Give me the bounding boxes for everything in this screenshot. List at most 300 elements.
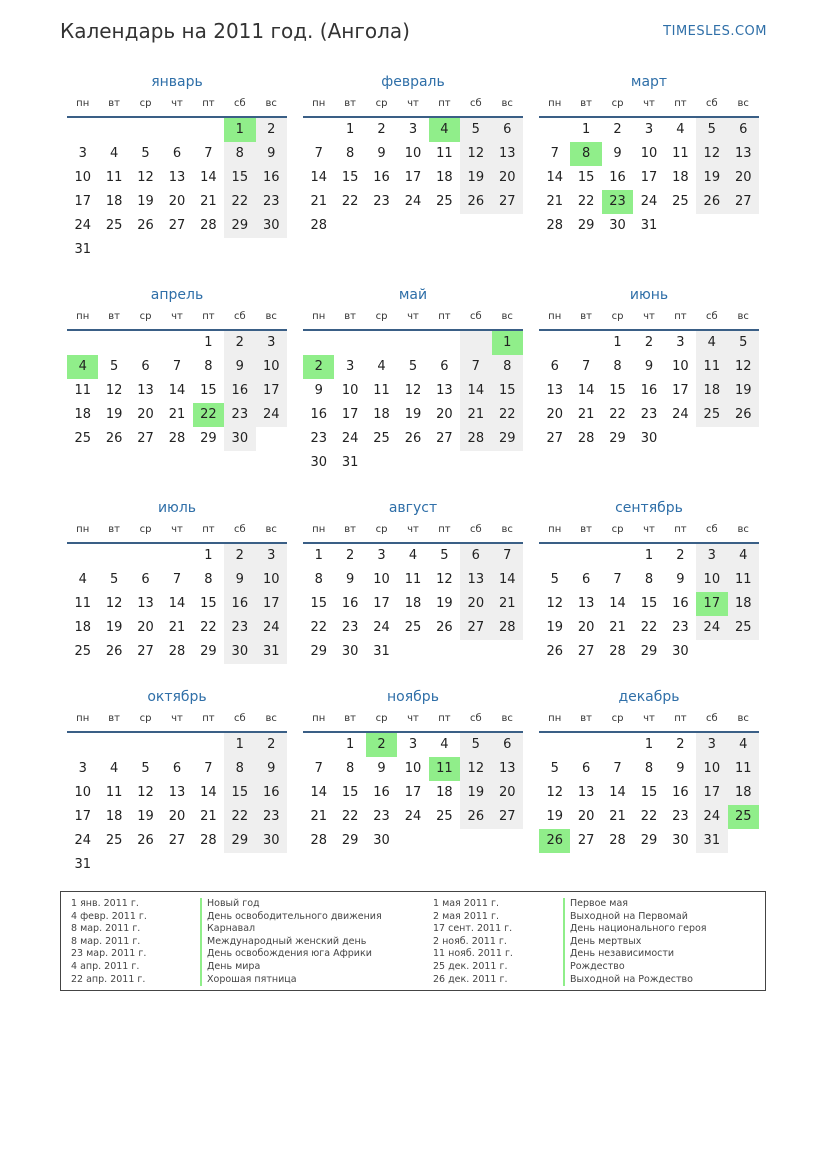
day-cell: 15 [200,383,217,398]
day-cell: 22 [640,620,658,635]
month-block [303,683,523,853]
day-cell: 13 [577,596,595,611]
day-cell: 20 [577,620,595,635]
day-cell: 18 [404,596,422,611]
day-cell: 23 [310,431,327,446]
empty-cell [602,544,633,568]
weekday-label: пт [674,311,687,322]
day-cell: 6 [440,359,449,374]
legend-holiday-name: Первое мая [563,898,707,911]
weekday-label: вт [344,713,356,724]
day-cell: 25 [74,431,91,446]
legend-holiday-name: День независимости [563,948,707,961]
legend-holiday-name: День освободительного движения [200,911,382,924]
day-cell: 30 [609,218,626,233]
day-cell: 8 [613,359,622,374]
day-cell: 24 [640,194,658,209]
day-cell: 8 [644,761,654,776]
day-cell: 24 [696,805,727,829]
day-cell: 1 [644,548,654,563]
day-cell: 17 [640,170,658,185]
weekday-label: сб [469,311,482,322]
empty-cell [67,733,98,757]
day-cell: 18 [728,592,759,616]
empty-cell [130,733,161,757]
legend-holiday-name: Рождество [563,961,707,974]
weekday-label: сб [705,311,718,322]
day-cell: 21 [609,809,626,824]
day-cell: 24 [74,833,91,848]
day-cell: 11 [74,596,91,611]
day-cell: 22 [609,407,626,422]
day-cell: 21 [460,403,491,427]
day-cell: 12 [436,572,453,587]
day-cell: 24 [74,218,91,233]
day-cell: 16 [373,170,390,185]
month-block [303,68,523,238]
day-cell: 5 [141,146,150,161]
days-grid [539,733,759,853]
day-cell: 17 [74,809,91,824]
day-cell: 25 [373,431,390,446]
weekday-header [67,92,287,118]
day-cell: 12 [105,383,123,398]
legend-holiday-name: День мира [200,961,382,974]
day-cell: 10 [672,359,689,374]
day-cell: 25 [728,616,759,640]
weekday-label: пт [674,98,687,109]
day-cell: 26 [105,431,123,446]
day-cell: 16 [224,379,255,403]
site-link[interactable]: TIMESLES.COM [663,24,767,39]
weekday-label: чт [171,311,183,322]
day-cell: 4 [408,548,418,563]
day-cell: 5 [141,761,150,776]
day-cell: 11 [373,383,390,398]
day-cell: 25 [105,218,123,233]
day-cell: 8 [345,146,355,161]
day-cell: 23 [373,809,390,824]
day-cell: 8 [224,757,255,781]
legend-holiday-name: Выходной на Первомай [563,911,707,924]
day-cell: 28 [168,431,186,446]
day-cell: 2 [377,122,386,137]
day-cell: 25 [74,644,91,659]
day-cell: 13 [168,785,186,800]
day-cell: 7 [314,761,323,776]
weekday-label: пн [548,98,562,109]
weekday-label: вс [265,311,277,322]
holiday-legend [60,891,766,991]
day-cell: 21 [546,194,563,209]
day-cell: 13 [492,142,523,166]
day-cell: 11 [105,170,123,185]
weekday-label: сб [469,98,482,109]
weekday-label: ср [139,311,152,322]
day-cell: 15 [200,596,217,611]
weekday-label: вт [344,524,356,535]
weekday-label: вт [108,311,120,322]
weekday-label: пн [76,311,90,322]
day-cell: 19 [404,407,422,422]
day-cell: 22 [341,194,359,209]
day-cell: 20 [546,407,563,422]
day-cell: 12 [105,596,123,611]
day-cell: 3 [345,359,355,374]
day-cell: 2 [676,548,685,563]
legend-date: 25 дек. 2011 г. [433,960,508,972]
month-block [67,68,287,262]
weekday-label: чт [643,524,655,535]
month-block [539,683,759,853]
day-cell: 21 [609,620,626,635]
day-cell: 3 [644,122,654,137]
day-cell: 26 [137,833,154,848]
day-cell: 28 [460,427,491,451]
day-cell: 14 [609,785,626,800]
empty-cell [67,118,98,142]
day-cell: 23 [256,190,287,214]
day-cell: 28 [577,431,595,446]
day-cell: 6 [581,761,591,776]
day-cell: 28 [310,833,327,848]
weekday-label: вс [737,713,749,724]
day-cell: 17 [341,407,359,422]
month-name: октябрь [147,689,207,705]
day-cell: 15 [310,596,327,611]
day-cell: 30 [672,833,689,848]
weekday-label: пт [202,98,215,109]
day-cell: 17 [256,379,287,403]
days-grid [539,118,759,238]
empty-cell [570,331,601,355]
month-name: сентябрь [615,500,683,516]
day-cell: 10 [373,572,390,587]
day-cell: 19 [546,620,563,635]
day-cell: 3 [377,548,386,563]
legend-left-names [200,898,382,986]
weekday-label: сб [233,524,246,535]
weekday-label: пн [76,98,90,109]
weekday-label: вс [737,311,749,322]
day-cell: 14 [460,379,491,403]
day-cell: 28 [200,218,217,233]
day-cell: 17 [404,785,422,800]
day-cell: 10 [404,761,422,776]
day-cell: 22 [200,620,217,635]
empty-cell [570,544,601,568]
day-cell: 17 [696,781,727,805]
day-cell: 13 [137,383,154,398]
weekday-label: пн [76,524,90,535]
day-cell: 20 [168,194,186,209]
day-cell: 29 [492,427,523,451]
weekday-label: вс [265,713,277,724]
day-cell: 9 [314,383,323,398]
day-cell: 7 [172,359,182,374]
weekday-header [539,707,759,733]
weekday-label: чт [171,713,183,724]
day-cell: 13 [728,142,759,166]
weekday-label: чт [171,524,183,535]
day-cell: 29 [640,644,658,659]
day-cell: 8 [314,572,323,587]
day-cell: 15 [224,781,255,805]
day-cell: 30 [224,640,255,664]
month-block [67,494,287,664]
day-cell: 9 [256,757,287,781]
weekday-header [539,92,759,118]
weekday-header [303,707,523,733]
day-cell: 27 [577,644,595,659]
month-block [67,281,287,451]
day-cell: 10 [640,146,658,161]
day-cell: 12 [696,142,727,166]
legend-date: 8 мар. 2011 г. [71,923,141,935]
day-cell: 5 [408,359,418,374]
holiday-day-cell: 17 [696,592,727,616]
day-cell: 8 [492,355,523,379]
day-cell: 14 [577,383,595,398]
day-cell: 14 [546,170,563,185]
weekday-label: сб [705,524,718,535]
empty-cell [303,733,334,757]
empty-cell [539,544,570,568]
day-cell: 18 [728,781,759,805]
day-cell: 24 [341,431,359,446]
empty-cell [98,733,129,757]
weekday-label: ср [611,311,624,322]
day-cell: 6 [550,359,559,374]
day-cell: 25 [436,809,453,824]
day-cell: 19 [105,620,123,635]
day-cell: 4 [78,572,87,587]
legend-holiday-name: День национального героя [563,923,707,936]
day-cell: 10 [404,146,422,161]
day-cell: 4 [728,544,759,568]
day-cell: 10 [696,568,727,592]
weekday-label: вс [737,98,749,109]
day-cell: 11 [404,572,422,587]
day-cell: 4 [377,359,386,374]
day-cell: 25 [404,620,422,635]
day-cell: 3 [696,544,727,568]
day-cell: 16 [609,170,626,185]
day-cell: 26 [460,190,491,214]
day-cell: 15 [609,383,626,398]
day-cell: 12 [137,170,154,185]
day-cell: 20 [137,620,154,635]
day-cell: 16 [373,785,390,800]
day-cell: 1 [613,335,622,350]
day-cell: 17 [404,170,422,185]
weekday-label: пн [548,311,562,322]
month-name: ноябрь [387,689,439,705]
day-cell: 31 [256,640,287,664]
day-cell: 5 [550,572,559,587]
day-cell: 25 [672,194,689,209]
weekday-label: вт [108,524,120,535]
day-cell: 31 [74,857,91,872]
day-cell: 23 [224,403,255,427]
day-cell: 16 [672,785,689,800]
day-cell: 19 [105,407,123,422]
empty-cell [397,331,428,355]
weekday-header [67,518,287,544]
day-cell: 5 [460,733,491,757]
day-cell: 29 [200,644,217,659]
month-block [303,494,523,664]
weekday-header [67,305,287,331]
weekday-label: чт [407,524,419,535]
day-cell: 28 [310,218,327,233]
weekday-label: вт [108,98,120,109]
weekday-label: пт [202,713,215,724]
weekday-label: сб [705,98,718,109]
day-cell: 2 [224,544,255,568]
day-cell: 4 [440,737,449,752]
empty-cell [193,118,224,142]
holiday-day-cell: 23 [602,190,633,214]
days-grid [303,544,523,664]
day-cell: 24 [256,403,287,427]
weekday-label: пт [674,524,687,535]
empty-cell [98,331,129,355]
day-cell: 5 [440,548,449,563]
month-name: январь [151,74,203,90]
day-cell: 5 [460,118,491,142]
legend-holiday-name: Выходной на Рождество [563,974,707,987]
day-cell: 21 [577,407,595,422]
day-cell: 25 [696,403,727,427]
weekday-label: вт [344,98,356,109]
day-cell: 8 [224,142,255,166]
day-cell: 9 [345,572,355,587]
legend-date: 1 мая 2011 г. [433,898,499,909]
day-cell: 26 [137,218,154,233]
day-cell: 16 [640,383,658,398]
weekday-label: вс [501,311,513,322]
day-cell: 29 [609,431,626,446]
weekday-label: сб [233,98,246,109]
day-cell: 17 [74,194,91,209]
day-cell: 9 [676,761,685,776]
empty-cell [161,331,192,355]
day-cell: 9 [377,146,386,161]
day-cell: 30 [224,427,255,451]
weekday-header [539,518,759,544]
day-cell: 5 [109,572,119,587]
month-name: июнь [629,287,669,303]
day-cell: 18 [105,809,123,824]
day-cell: 6 [728,118,759,142]
legend-left-dates [71,898,147,986]
days-grid [539,544,759,664]
legend-holiday-name: Хорошая пятница [200,974,382,987]
day-cell: 2 [256,733,287,757]
day-cell: 12 [546,596,563,611]
day-cell: 1 [314,548,323,563]
day-cell: 20 [137,407,154,422]
month-block [539,494,759,664]
legend-holiday-name: Новый год [200,898,382,911]
day-cell: 23 [256,805,287,829]
weekday-header [67,707,287,733]
day-cell: 14 [492,568,523,592]
weekday-label: ср [375,311,388,322]
weekday-label: сб [469,524,482,535]
day-cell: 27 [137,644,154,659]
weekday-label: вс [737,524,749,535]
weekday-label: чт [643,98,655,109]
day-cell: 23 [672,809,689,824]
day-cell: 20 [577,809,595,824]
day-cell: 26 [546,644,563,659]
month-name: август [388,500,438,516]
weekday-label: сб [233,311,246,322]
weekday-label: вс [501,98,513,109]
day-cell: 27 [546,431,563,446]
day-cell: 24 [696,616,727,640]
empty-cell [334,331,365,355]
weekday-label: вс [265,98,277,109]
day-cell: 1 [204,548,213,563]
day-cell: 30 [341,644,359,659]
month-name: февраль [381,74,445,90]
day-cell: 2 [644,335,654,350]
holiday-day-cell: 11 [429,757,460,781]
day-cell: 16 [256,166,287,190]
days-grid [67,544,287,664]
day-cell: 1 [581,122,591,137]
day-cell: 13 [577,785,595,800]
day-cell: 25 [436,194,453,209]
day-cell: 14 [609,596,626,611]
empty-cell [98,118,129,142]
day-cell: 19 [137,809,154,824]
weekday-label: чт [643,713,655,724]
day-cell: 15 [341,785,359,800]
day-cell: 24 [404,809,422,824]
day-cell: 11 [672,146,689,161]
day-cell: 18 [74,620,91,635]
weekday-header [303,92,523,118]
day-cell: 8 [345,761,355,776]
days-grid [67,733,287,877]
day-cell: 28 [200,833,217,848]
holiday-day-cell: 25 [728,805,759,829]
day-cell: 13 [168,170,186,185]
day-cell: 20 [168,809,186,824]
day-cell: 4 [676,122,685,137]
weekday-label: пт [438,524,451,535]
day-cell: 13 [492,757,523,781]
weekday-label: пн [548,713,562,724]
empty-cell [130,331,161,355]
legend-date: 4 февр. 2011 г. [71,910,147,922]
legend-date: 22 апр. 2011 г. [71,973,146,985]
weekday-label: вс [501,713,513,724]
day-cell: 27 [137,431,154,446]
day-cell: 19 [460,166,491,190]
day-cell: 19 [546,809,563,824]
empty-cell [193,733,224,757]
day-cell: 10 [74,785,91,800]
day-cell: 10 [256,355,287,379]
weekday-label: пт [674,713,687,724]
day-cell: 5 [696,118,727,142]
day-cell: 1 [204,335,213,350]
